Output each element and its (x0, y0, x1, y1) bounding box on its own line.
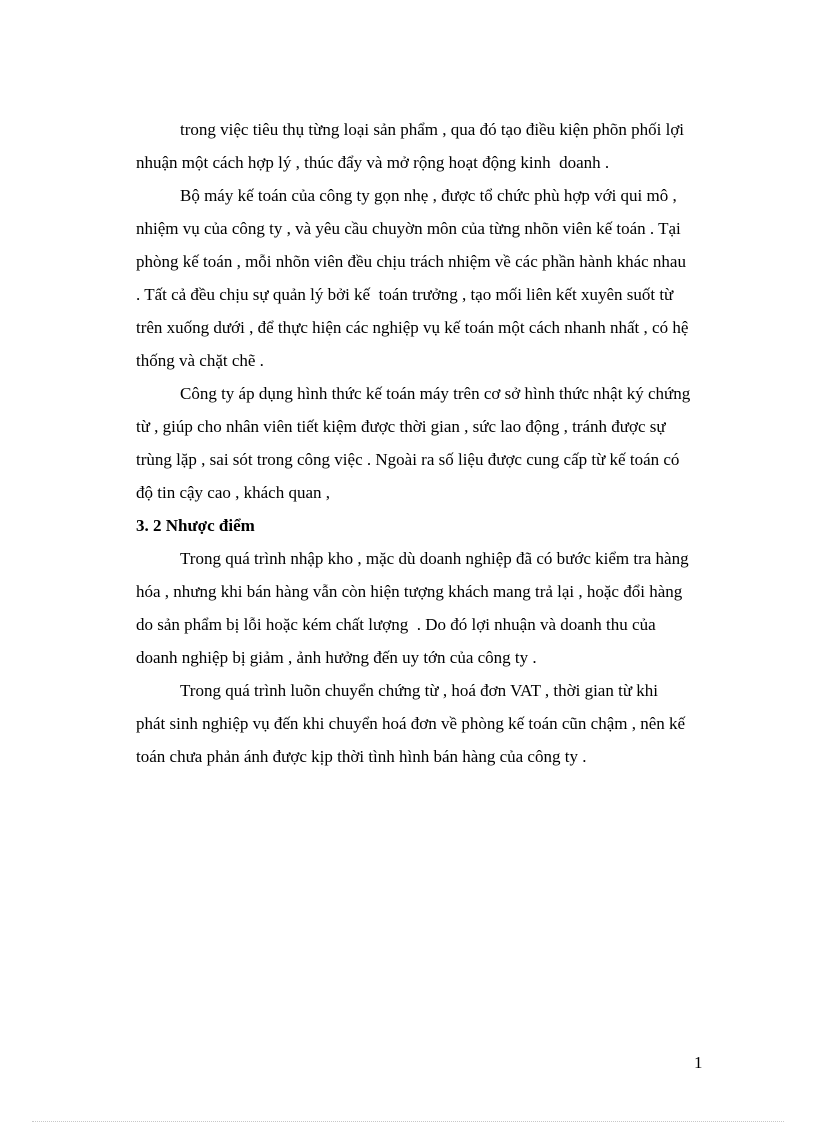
text-line: Trong quá trình nhập kho , mặc dù doanh nghiệp đã có bước kiểm tra hàng (180, 549, 689, 568)
text-line: . Tất cả đều chịu sự quản lý bởi kế toán trưởng , tạo mối liên kết xuyên suốt từ (136, 285, 674, 304)
text-line: hóa , nhưng khi bán hàng vẫn còn hiện tượng khách mang trả lại , hoặc đổi hàng (136, 582, 683, 601)
document-body (136, 113, 748, 773)
text-line: trên xuống dưới , để thực hiện các nghiệp vụ kế toán một cách nhanh nhất , có hệ (136, 318, 689, 337)
text-line: nhuận một cách hợp lý , thúc đẩy và mở rộng hoạt động kinh doanh . (136, 153, 610, 172)
text-line: trùng lặp , sai sót trong công việc . Ngoài ra số liệu được cung cấp từ kế toán có (136, 450, 680, 469)
text-line: trong việc tiêu thụ từng loại sản phẩm , qua đó tạo điều kiện phõn phối lợi (180, 120, 685, 139)
text-line: Bộ máy kế toán của công ty gọn nhẹ , được tổ chức phù hợp với qui mô , (180, 186, 677, 205)
text-line: phát sinh nghiệp vụ đến khi chuyển hoá đơn về phòng kế toán cũn chậm , nên kế (136, 714, 686, 733)
text-line: toán chưa phản ánh được kịp thời tình hình bán hàng của công ty . (136, 747, 587, 766)
text-line: độ tin cậy cao , khách quan , (136, 483, 331, 502)
text-line: thống và chặt chẽ . (136, 351, 264, 370)
text-line: từ , giúp cho nhân viên tiết kiệm được thời gian , sức lao động , tránh được sự (136, 417, 666, 436)
text-line: do sản phẩm bị lỗi hoặc kém chất lượng . Do đó lợi nhuận và doanh thu của (136, 615, 656, 634)
page-number: 1 (694, 1053, 703, 1072)
text-line: nhiệm vụ của công ty , và yêu cầu chuyờn môn của từng nhõn viên kế toán . Tại (136, 219, 681, 238)
page-divider (32, 1121, 784, 1122)
text-line: Trong quá trình luõn chuyển chứng từ , hoá đơn VAT , thời gian từ khi (180, 681, 659, 700)
text-line: doanh nghiệp bị giảm , ảnh hưởng đến uy tớn của công ty . (136, 648, 537, 667)
text-line: Công ty áp dụng hình thức kế toán máy trên cơ sở hình thức nhật ký chứng (180, 384, 691, 403)
text-line: phòng kế toán , mỗi nhõn viên đều chịu trách nhiệm về các phần hành khác nhau (136, 252, 686, 271)
section-heading: 3. 2 Nhược điểm (136, 516, 255, 535)
